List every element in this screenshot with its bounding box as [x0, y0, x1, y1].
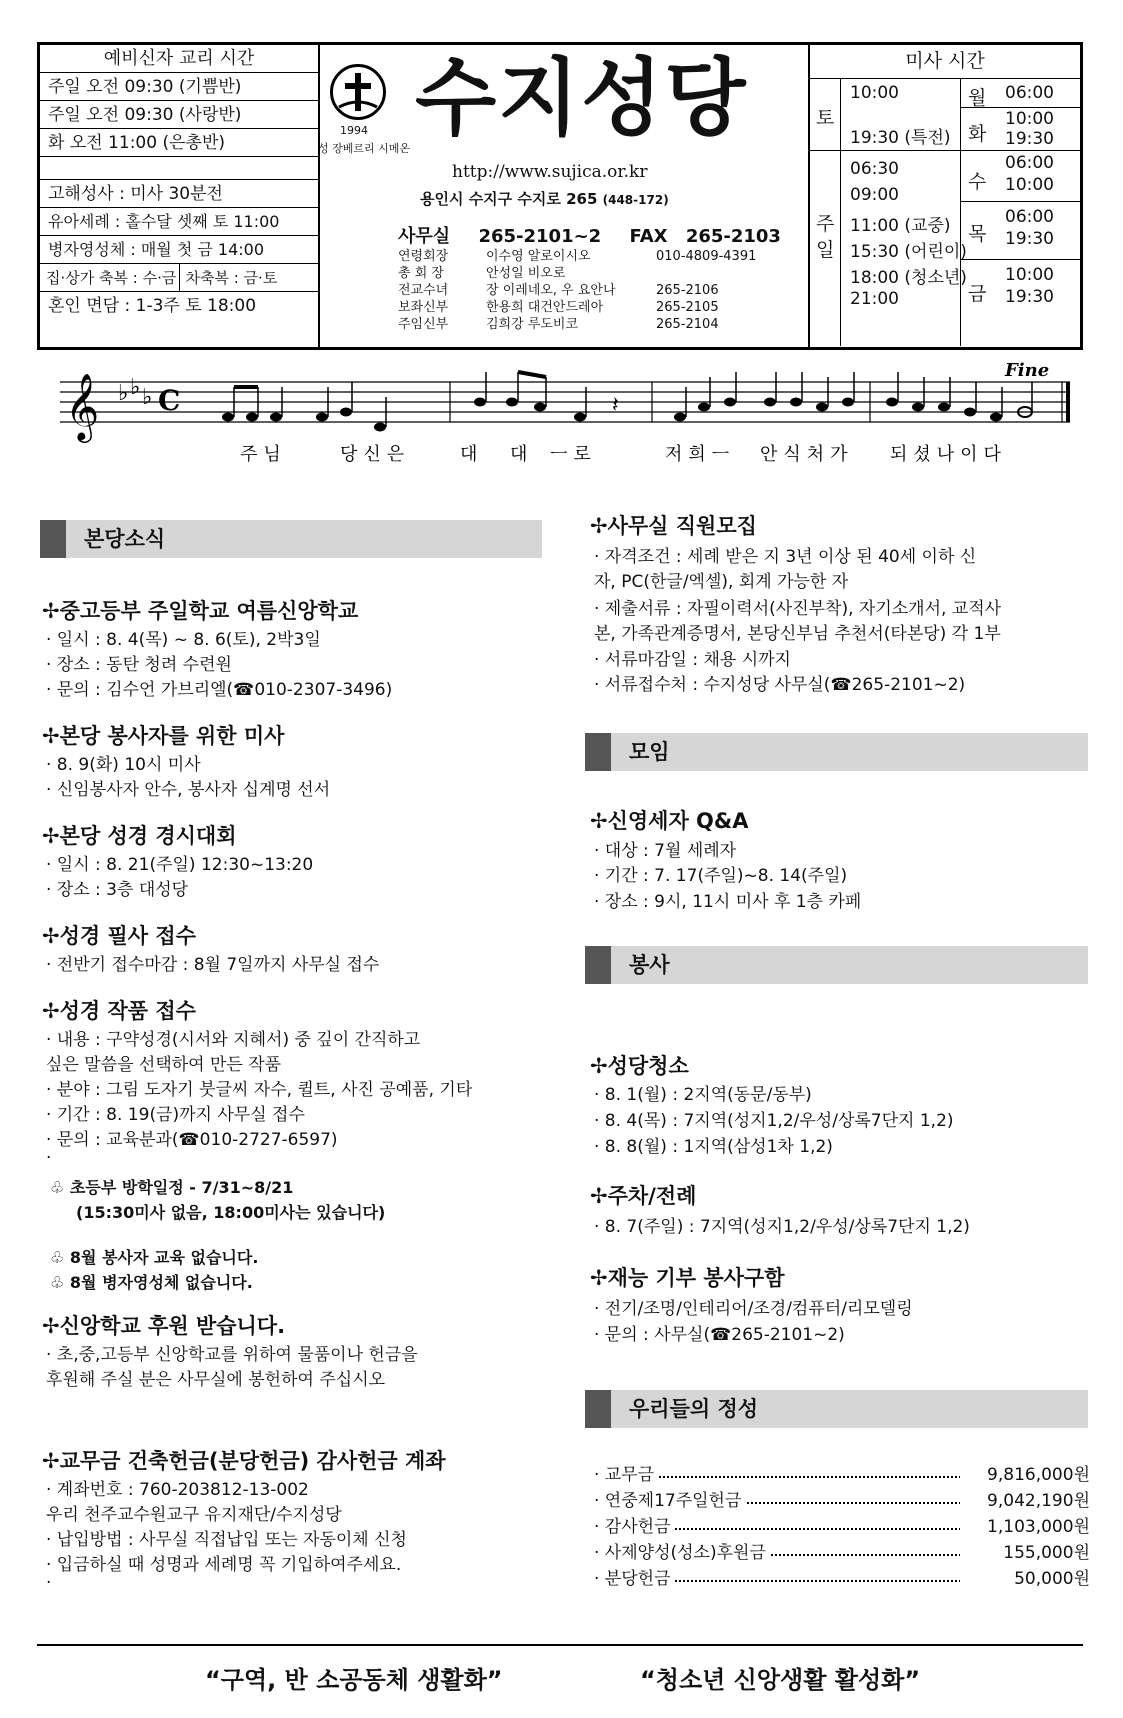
- logo-year: 1994: [340, 124, 368, 137]
- mass-time: 10:00: [1005, 109, 1054, 129]
- news-line: ·: [46, 1148, 52, 1168]
- lyric-word: 대: [510, 444, 534, 465]
- support-heading: ✢신앙학교 후원 받습니다.: [42, 1314, 286, 1338]
- music-staff: [40, 360, 1083, 470]
- day-label: 화: [968, 123, 987, 145]
- account-line: ·: [46, 1573, 52, 1593]
- staff-phone: 265-2104: [656, 317, 719, 332]
- slogan-left: “구역, 반 소공동체 생활화”: [205, 1666, 503, 1694]
- support-line: · 초,중,고등부 신앙학교를 위하여 물품이나 헌금을: [46, 1345, 418, 1365]
- account-line: 우리 천주교수원교구 유지재단/수지성당: [46, 1505, 342, 1525]
- offering-amount: 9,042,190원: [960, 1486, 1090, 1511]
- news-heading: ✢본당 봉사자를 위한 미사: [42, 724, 285, 748]
- vacation-note: (15:30미사 없음, 18:00미사는 있습니다): [76, 1203, 386, 1222]
- mass-time: 10:00: [1005, 175, 1054, 195]
- leader-dots: [660, 1528, 985, 1530]
- footer-divider: [37, 1644, 1083, 1646]
- parking-heading: ✢주차/전례: [590, 1184, 697, 1208]
- day-label: 주일: [816, 213, 835, 261]
- news-line: · 장소 : 3층 대성당: [46, 880, 189, 900]
- news-line: 싶은 말씀을 선택하여 만든 작품: [46, 1055, 282, 1075]
- mass-time: 15:30 (어린이): [850, 242, 967, 262]
- day-label: 수: [968, 171, 987, 193]
- catechism-table: [40, 45, 320, 347]
- recruit-line: · 서류접수처 : 수지성당 사무실(☎265-2101~2): [594, 675, 966, 695]
- support-line: 후원해 주실 분은 사무실에 봉헌하여 주십시오: [46, 1370, 386, 1390]
- infant-baptism-info: 유아세례 : 홀수달 셋째 토 11:00: [40, 208, 318, 236]
- clover-icon: ♧: [50, 1248, 65, 1267]
- offering-label: · 감사헌금: [594, 1512, 675, 1537]
- slogan-right: “청소년 신앙생활 활성화”: [640, 1666, 921, 1694]
- address-text: 용인시 수지구 수지로 265: [420, 190, 598, 208]
- meeting-line: · 대상 : 7월 세례자: [594, 841, 737, 861]
- news-line: · 장소 : 동탄 청려 수련원: [46, 655, 232, 675]
- sick-communion-info: 병자영성체 : 매월 첫 금 14:00: [40, 236, 318, 264]
- news-line: · 기간 : 8. 19(금)까지 사무실 접수: [46, 1105, 305, 1125]
- offering-amount: 50,000원: [960, 1564, 1090, 1589]
- staff-list: [398, 248, 798, 333]
- lyric-word: 안식처가: [760, 444, 854, 465]
- staff-name: 장 이레네오, 우 요안나: [486, 283, 616, 298]
- offering-label: · 연중제17주일헌금: [594, 1486, 745, 1511]
- mass-row-saturday: [810, 79, 1080, 151]
- office-phone: 265-2101~2: [478, 226, 602, 247]
- meeting-heading: ✢신영세자 Q&A: [590, 809, 749, 833]
- fax-label: FAX: [629, 226, 668, 247]
- blessing-row: [40, 264, 318, 292]
- website-url[interactable]: http://www.sujica.or.kr: [452, 162, 648, 182]
- day-label: 월: [968, 87, 987, 109]
- talent-line: · 문의 : 사무실(☎265-2101~2): [594, 1325, 845, 1345]
- mass-schedule: [808, 45, 1080, 347]
- news-line: · 신임봉사자 안수, 봉사자 십계명 선서: [46, 780, 331, 800]
- svg-text:C: C: [158, 384, 181, 417]
- cross-icon: [333, 67, 383, 117]
- staff-name: 이수영 알로이시오: [486, 249, 591, 264]
- recruit-line: · 자격조건 : 세례 받은 지 3년 이상 된 40세 이하 신: [594, 547, 977, 567]
- lyric-word: 되셨나이다: [890, 444, 1007, 465]
- offering-amount: 155,000원: [960, 1538, 1090, 1563]
- blessing-home: 집·상가 축복 : 수·금: [40, 264, 180, 291]
- mass-time: 11:00 (교중): [850, 216, 951, 236]
- fine-mark: Fine: [1005, 360, 1050, 381]
- lyric-word: 당신은: [340, 444, 411, 465]
- offering-amount: 1,103,000원: [960, 1512, 1090, 1537]
- cleaning-line: · 8. 1(월) : 2지역(동문/동부): [594, 1085, 812, 1105]
- catechism-row: 화 오전 11:00 (은총반): [40, 129, 318, 157]
- treble-clef-icon: 𝄞: [65, 372, 100, 440]
- staff-row: [398, 282, 798, 299]
- offering-label: · 분당헌금: [594, 1564, 675, 1589]
- lyric-word: 주님: [240, 444, 287, 465]
- mass-time: 10:00: [1005, 265, 1054, 285]
- logo-caption: 성 장베르리 시메온: [318, 142, 411, 155]
- staff-row: [398, 248, 798, 265]
- notice-text: 8월 병자영성체 없습니다.: [69, 1273, 253, 1292]
- mass-time: 06:30: [850, 159, 899, 179]
- mass-time: 21:00: [850, 289, 899, 309]
- staff-role: 전교수녀: [398, 283, 449, 298]
- mass-title: 미사 시간: [810, 45, 1080, 79]
- staff-role: 총 회 장: [398, 266, 444, 281]
- talent-line: · 전기/조명/인테리어/조경/컴퓨터/리모델링: [594, 1299, 913, 1319]
- section-title-meeting: 모임: [585, 733, 1088, 771]
- offering-amount: 9,816,000원: [960, 1460, 1090, 1485]
- confession-info: 고해성사 : 미사 30분전: [40, 180, 318, 208]
- recruit-line: · 제출서류 : 자필이력서(사진부착), 자기소개서, 교적사: [594, 599, 1002, 619]
- leader-dots: [760, 1554, 985, 1556]
- news-line: · 문의 : 김수언 가브리엘(☎010-2307-3496): [46, 680, 393, 700]
- meeting-line: · 기간 : 7. 17(주일)~8. 14(주일): [594, 866, 848, 886]
- cleaning-line: · 8. 8(월) : 1지역(삼성1차 1,2): [594, 1137, 833, 1157]
- svg-text:♭: ♭: [118, 381, 129, 406]
- parking-line: · 8. 7(주일) : 7지역(성지1,2/우성/상록7단지 1,2): [594, 1217, 970, 1237]
- svg-text:♭: ♭: [130, 375, 141, 400]
- catechism-row: 주일 오전 09:30 (사랑반): [40, 101, 318, 129]
- talent-heading: ✢재능 기부 봉사구함: [590, 1266, 785, 1290]
- account-line: · 입금하실 때 성명과 세례명 꼭 기입하여주세요.: [46, 1555, 402, 1575]
- postal-code: (448-172): [602, 193, 669, 207]
- catechism-title: 예비신자 교리 시간: [40, 45, 318, 73]
- vacation-notice: [50, 1175, 293, 1198]
- news-line: · 일시 : 8. 4(목) ~ 8. 6(토), 2박3일: [46, 630, 321, 650]
- address: [420, 188, 669, 209]
- catechism-row: 주일 오전 09:30 (기쁨반): [40, 73, 318, 101]
- news-line: · 일시 : 8. 21(주일) 12:30~13:20: [46, 855, 314, 875]
- news-line: · 내용 : 구약성경(시서와 지혜서) 중 깊이 간직하고: [46, 1030, 421, 1050]
- staff-phone: 265-2105: [656, 300, 719, 315]
- notice-text: 8월 봉사자 교육 없습니다.: [69, 1248, 259, 1267]
- mass-time: 06:00: [1005, 207, 1054, 227]
- news-heading: ✢성경 작품 접수: [42, 999, 196, 1023]
- recruit-line: 본, 가족관계증명서, 본당신부님 추천서(타본당) 각 1부: [594, 624, 1001, 644]
- svg-text:𝄽: 𝄽: [612, 393, 619, 418]
- lyric-word: 저희ㅡ: [665, 444, 736, 465]
- staff-role: 연령회장: [398, 249, 449, 264]
- news-line: · 문의 : 교육분과(☎010-2727-6597): [46, 1130, 338, 1150]
- staff-phone: 010-4809-4391: [656, 249, 757, 264]
- leader-dots: [670, 1580, 985, 1582]
- news-heading: ✢성경 필사 접수: [42, 924, 196, 948]
- staff-row: [398, 265, 798, 282]
- lyric-word: ㅡ로: [550, 444, 597, 465]
- office-label: 사무실: [398, 226, 451, 247]
- mass-time: 06:00: [1005, 83, 1054, 103]
- leader-dots: [640, 1476, 985, 1478]
- account-heading: ✢교무금 건축헌금(분당헌금) 감사헌금 계좌: [42, 1449, 446, 1473]
- mass-time: 19:30: [1005, 229, 1054, 249]
- vacation-schedule: 초등부 방학일정 - 7/31~8/21: [69, 1178, 294, 1197]
- church-title: 수지성당: [415, 49, 748, 147]
- news-line: · 분야 : 그림 도자기 붓글씨 자수, 퀼트, 사진 공예품, 기타: [46, 1080, 473, 1100]
- section-title-offering: 우리들의 정성: [585, 1390, 1088, 1428]
- mass-time: 19:30 (특전): [850, 128, 951, 148]
- catechism-gap: [40, 157, 318, 180]
- cleaning-heading: ✢성당청소: [590, 1054, 689, 1078]
- offering-label: · 교무금: [594, 1460, 658, 1485]
- staff-row: [398, 316, 798, 333]
- clover-icon: ♧: [50, 1273, 65, 1292]
- mass-time: 09:00: [850, 185, 899, 205]
- marriage-info: 혼인 면담 : 1-3주 토 18:00: [48, 296, 257, 316]
- fax-number: 265-2103: [685, 226, 781, 247]
- mass-time: 18:00 (청소년): [850, 268, 967, 288]
- news-line: · 8. 9(화) 10시 미사: [46, 755, 201, 775]
- staff-role: 주임신부: [398, 317, 449, 332]
- mass-row-sunday: [810, 151, 1080, 346]
- cleaning-line: · 8. 4(목) : 7지역(성지1,2/우성/상록7단지 1,2): [594, 1111, 954, 1131]
- staff-role: 보좌신부: [398, 300, 449, 315]
- mass-time: 10:00: [850, 83, 899, 103]
- account-line: · 납입방법 : 사무실 직접납입 또는 자동이체 신청: [46, 1530, 407, 1550]
- clover-icon: ♧: [50, 1178, 65, 1197]
- news-heading: ✢중고등부 주일학교 여름신앙학교: [42, 599, 359, 623]
- mass-time: 06:00: [1005, 153, 1054, 173]
- news-heading: ✢본당 성경 경시대회: [42, 824, 237, 848]
- recruit-line: · 서류마감일 : 채용 시까지: [594, 650, 791, 670]
- day-label: 토: [816, 107, 835, 129]
- staff-row: [398, 299, 798, 316]
- recruit-heading: ✢사무실 직원모집: [590, 514, 757, 538]
- news-line: · 전반기 접수마감 : 8월 7일까지 사무실 접수: [46, 955, 380, 975]
- day-label: 목: [968, 223, 987, 245]
- office-contact: [398, 222, 781, 248]
- church-logo: [330, 64, 386, 120]
- blessing-car: 차축복 : 금·토: [185, 269, 278, 287]
- staff-name: 한용희 대건안드레아: [486, 300, 604, 315]
- day-label: 금: [968, 283, 987, 305]
- section-title-news: 본당소식: [40, 520, 542, 558]
- meeting-line: · 장소 : 9시, 11시 미사 후 1층 카페: [594, 892, 862, 912]
- svg-text:♭: ♭: [142, 385, 153, 410]
- notice-line: [50, 1245, 258, 1268]
- staff-phone: 265-2106: [656, 283, 719, 298]
- mass-time: 19:30: [1005, 129, 1054, 149]
- sheet-music-svg: [40, 360, 1083, 470]
- notice-line: [50, 1270, 253, 1293]
- recruit-line: 자, PC(한글/엑셀), 회계 가능한 자: [594, 572, 849, 592]
- staff-name: 안성일 비오로: [486, 266, 566, 281]
- mass-time: 19:30: [1005, 287, 1054, 307]
- staff-name: 김희강 루도비코: [486, 317, 579, 332]
- account-line: · 계좌번호 : 760-203812-13-002: [46, 1480, 309, 1500]
- section-title-service: 봉사: [585, 946, 1088, 984]
- offering-label: · 사제양성(성소)후원금: [594, 1538, 770, 1563]
- lyric-word: 대: [460, 444, 484, 465]
